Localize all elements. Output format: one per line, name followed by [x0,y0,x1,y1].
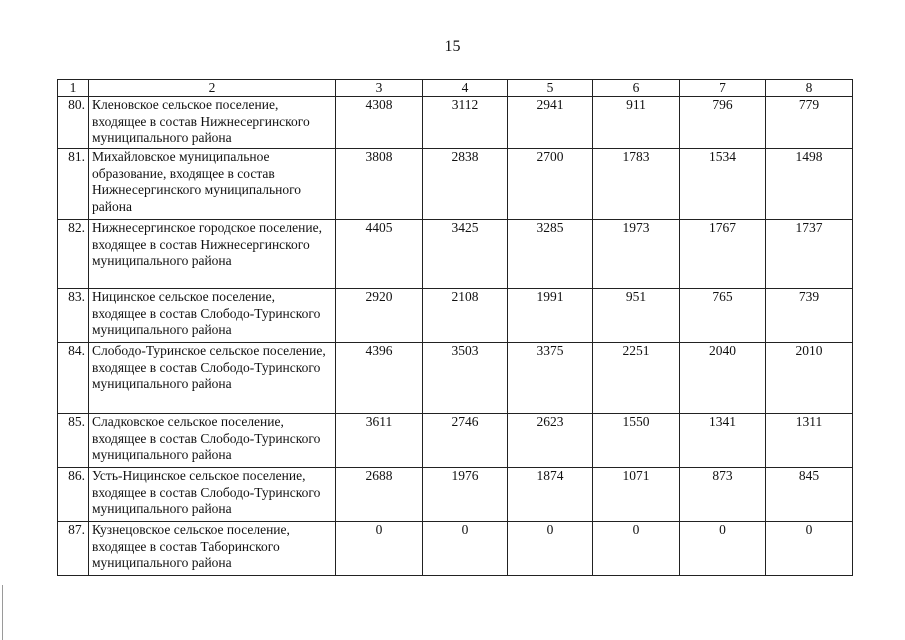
value-cell: 0 [423,522,508,576]
municipality-name: Михайловское муниципальное образование, входящее в состав Нижнесергинского муниципального района [89,149,336,220]
value-cell: 2700 [508,149,593,220]
value-cell: 1973 [593,220,680,289]
value-cell: 0 [680,522,766,576]
table-row [58,414,853,468]
value-cell: 3375 [508,343,593,414]
value-cell: 2623 [508,414,593,468]
value-cell: 845 [766,468,853,522]
column-header: 5 [508,80,593,97]
value-cell: 2251 [593,343,680,414]
value-cell: 2941 [508,97,593,149]
column-header: 1 [58,80,89,97]
column-header: 6 [593,80,680,97]
value-cell: 779 [766,97,853,149]
value-cell: 739 [766,289,853,343]
value-cell: 1311 [766,414,853,468]
column-header: 3 [336,80,423,97]
value-cell: 3285 [508,220,593,289]
value-cell: 1550 [593,414,680,468]
value-cell: 4308 [336,97,423,149]
value-cell: 1991 [508,289,593,343]
table-row [58,343,853,414]
value-cell: 2688 [336,468,423,522]
table-row [58,522,853,576]
value-cell: 796 [680,97,766,149]
column-header: 4 [423,80,508,97]
column-header: 8 [766,80,853,97]
value-cell: 4405 [336,220,423,289]
value-cell: 1767 [680,220,766,289]
value-cell: 1976 [423,468,508,522]
value-cell: 4396 [336,343,423,414]
value-cell: 1341 [680,414,766,468]
value-cell: 1534 [680,149,766,220]
value-cell: 1874 [508,468,593,522]
row-number: 80. [58,97,89,149]
value-cell: 1737 [766,220,853,289]
value-cell: 1498 [766,149,853,220]
table-row [58,289,853,343]
municipality-name: Нижнесергинское городское поселение, входящее в состав Нижнесергинского муниципального района [89,220,336,289]
municipality-name: Кленовское сельское поселение, входящее в состав Нижнесергинского муниципального района [89,97,336,149]
value-cell: 1071 [593,468,680,522]
value-cell: 2108 [423,289,508,343]
page-number: 15 [444,38,461,55]
municipality-name: Слободо-Туринское сельское поселение, входящее в состав Слободо-Туринского муниципального района [89,343,336,414]
value-cell: 911 [593,97,680,149]
table-row [58,220,853,289]
value-cell: 0 [336,522,423,576]
municipality-name: Сладковское сельское поселение, входящее в состав Слободо-Туринского муниципального района [89,414,336,468]
value-cell: 2920 [336,289,423,343]
row-number: 87. [58,522,89,576]
row-number: 84. [58,343,89,414]
value-cell: 2010 [766,343,853,414]
value-cell: 2746 [423,414,508,468]
value-cell: 3611 [336,414,423,468]
row-number: 81. [58,149,89,220]
row-number: 85. [58,414,89,468]
municipality-name: Усть-Ницинское сельское поселение, входящее в состав Слободо-Туринского муниципального района [89,468,336,522]
value-cell: 3808 [336,149,423,220]
header-row [58,80,853,97]
row-number: 83. [58,289,89,343]
column-header: 7 [680,80,766,97]
municipality-name: Ницинское сельское поселение, входящее в состав Слободо-Туринского муниципального района [89,289,336,343]
data-table [57,79,853,576]
value-cell: 0 [508,522,593,576]
value-cell: 873 [680,468,766,522]
value-cell: 1783 [593,149,680,220]
value-cell: 0 [766,522,853,576]
value-cell: 2838 [423,149,508,220]
row-number: 86. [58,468,89,522]
municipality-name: Кузнецовское сельское поселение, входящее в состав Таборинского муниципального района [89,522,336,576]
value-cell: 0 [593,522,680,576]
value-cell: 3425 [423,220,508,289]
value-cell: 765 [680,289,766,343]
column-header: 2 [89,80,336,97]
value-cell: 951 [593,289,680,343]
value-cell: 3112 [423,97,508,149]
table-row [58,149,853,220]
row-number: 82. [58,220,89,289]
table-row [58,97,853,149]
value-cell: 3503 [423,343,508,414]
table-row [58,468,853,522]
value-cell: 2040 [680,343,766,414]
scan-edge-line [2,585,3,640]
